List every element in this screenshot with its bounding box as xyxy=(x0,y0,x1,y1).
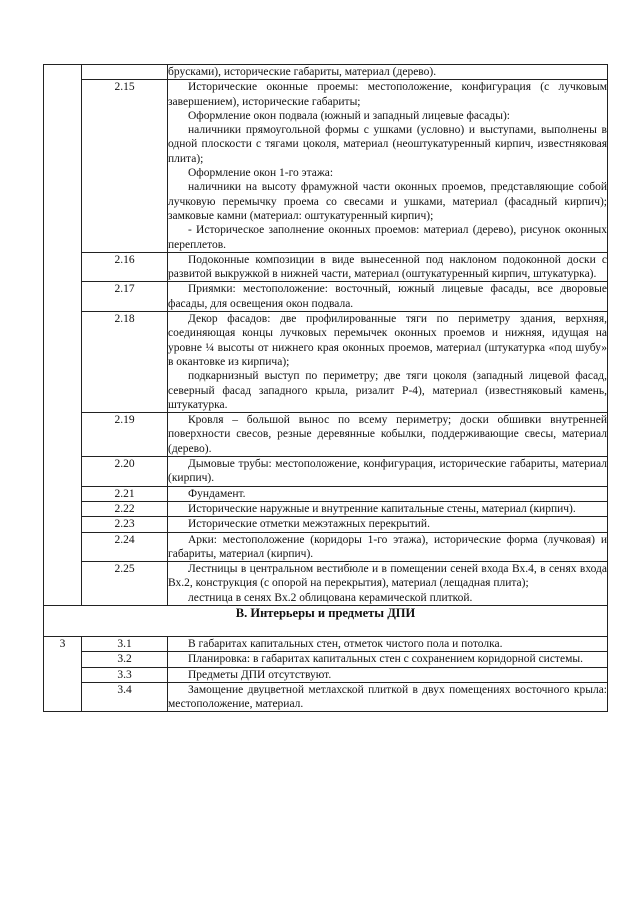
description-paragraph: Декор фасадов: две профилированные тяги по периметру здания, верхняя, соединяющая концы лучковых перемычек оконных проемов и нижняя, идущая на уровне ¼ высоты от нижнего края оконных проемов, материал (штукатурка «под шубу» в окантовке из кирпича); xyxy=(168,313,607,368)
table-row xyxy=(44,252,608,282)
description-paragraph: Кровля – большой вынос по всему периметру; доски обшивки внутренней поверхности свесов, резные деревянные кобылки, поддерживающие свесы, материал (дерево). xyxy=(168,414,607,455)
description-paragraph: подкарнизный выступ по периметру; две тяги цоколя (западный лицевой фасад, северный фасад западного крыла, ризалит Р-4), материал (известняковый камень, штукатурка. xyxy=(168,370,607,411)
description-paragraph: Предметы ДПИ отсутствуют. xyxy=(188,668,332,681)
item-number-cell: 2.22 xyxy=(82,501,168,516)
item-number-cell: 3.2 xyxy=(82,652,168,667)
item-description-cell xyxy=(168,562,608,606)
table-row xyxy=(44,80,608,253)
description-paragraph: Лестницы в центральном вестибюле и в помещении сеней входа Вх.4, в сенях входа Вх.2, конструкция (с опорой на перекрытия), материал (лещадная плита); xyxy=(168,563,607,590)
description-paragraph: В габаритах капитальных стен, отметок чистого пола и потолка. xyxy=(188,637,503,650)
item-number-cell: 2.23 xyxy=(82,517,168,532)
table-row xyxy=(44,636,608,651)
item-description-cell xyxy=(168,682,608,712)
item-description-cell xyxy=(168,282,608,312)
table-body-facade xyxy=(44,65,608,606)
description-paragraph: Оформление окон 1-го этажа: xyxy=(188,167,334,180)
section-title: В. Интерьеры и предметы ДПИ xyxy=(44,605,608,636)
group-number-cell: 3 xyxy=(44,636,82,711)
item-number-cell: 2.25 xyxy=(82,562,168,606)
table-section-header xyxy=(44,605,608,636)
item-number-cell: 3.3 xyxy=(82,667,168,682)
item-description-cell xyxy=(168,652,608,667)
item-number-cell: 2.15 xyxy=(82,80,168,253)
item-number-cell: 2.17 xyxy=(82,282,168,312)
description-paragraph: наличники прямоугольной формы с ушками (условно) и выступами, выполнены в одной плоскости с тягами цоколя, материал (неоштукатуренный кирпич, известняковая плита); xyxy=(168,124,607,165)
table-row xyxy=(44,652,608,667)
table-row xyxy=(44,517,608,532)
table-body-interiors xyxy=(44,636,608,711)
protection-items-table xyxy=(43,64,608,712)
item-number-cell: 2.19 xyxy=(82,413,168,457)
table-row xyxy=(44,486,608,501)
table-row xyxy=(44,562,608,606)
item-number-cell xyxy=(82,65,168,80)
item-number-cell: 2.21 xyxy=(82,486,168,501)
description-paragraph: Приямки: местоположение: восточный, южный лицевые фасады, все дворовые фасады, для освещения окон подвала. xyxy=(168,283,607,310)
description-paragraph: Фундамент. xyxy=(188,487,246,500)
description-paragraph: Оформление окон подвала (южный и западный лицевые фасады): xyxy=(188,109,510,122)
table-row xyxy=(44,312,608,413)
description-paragraph: Замощение двуцветной метлахской плиткой в двух помещениях восточного крыла: местоположение, материал. xyxy=(168,683,607,711)
group-number-cell xyxy=(44,65,82,606)
description-paragraph: наличники на высоту фрамужной части оконных проемов, представляющие собой лучковую перемычку проема со свесами и ушками, материал (фасадный кирпич); замковые камни (материал: оштукатуренный кирпич); xyxy=(168,181,607,222)
item-description-cell xyxy=(168,413,608,457)
item-description-cell xyxy=(168,486,608,501)
description-paragraph: Исторические отметки межэтажных перекрытий. xyxy=(188,518,430,531)
item-number-cell: 3.4 xyxy=(82,682,168,712)
item-number-cell: 2.20 xyxy=(82,457,168,487)
item-description-cell xyxy=(168,501,608,516)
item-number-cell: 2.16 xyxy=(82,252,168,282)
table-row xyxy=(44,532,608,562)
table-row xyxy=(44,501,608,516)
item-description-cell xyxy=(168,667,608,682)
table-row xyxy=(44,682,608,712)
item-number-cell: 3.1 xyxy=(82,636,168,651)
item-description-cell xyxy=(168,65,608,80)
item-number-cell: 2.24 xyxy=(82,532,168,562)
description-paragraph: - Историческое заполнение оконных проемов: материал (дерево), рисунок оконных переплетов. xyxy=(168,224,607,251)
table-row xyxy=(44,413,608,457)
item-number-cell: 2.18 xyxy=(82,312,168,413)
description-paragraph: брусками), исторические габариты, материал (дерево). xyxy=(168,66,437,78)
item-description-cell xyxy=(168,80,608,253)
description-paragraph: Исторические наружные и внутренние капитальные стены, материал (кирпич). xyxy=(188,502,576,515)
item-description-cell xyxy=(168,532,608,562)
table-row xyxy=(44,282,608,312)
description-paragraph: Арки: местоположение (коридоры 1-го этажа), исторические форма (лучковая) и габариты, материал (кирпич). xyxy=(168,533,607,560)
description-paragraph: Дымовые трубы: местоположение, конфигурация, исторические габариты, материал (кирпич). xyxy=(168,458,607,485)
description-paragraph: Подоконные композиции в виде вынесенной под наклоном подоконной доски с развитой выкружкой в нижней части, материал (оштукатуренный кирпич, штукатурка). xyxy=(168,253,607,281)
description-paragraph: Исторические оконные проемы: местоположение, конфигурация (с лучковым завершением), исторические габариты; xyxy=(168,81,607,108)
description-paragraph: Планировка: в габаритах капитальных стен с сохранением коридорной системы. xyxy=(188,653,583,666)
item-description-cell xyxy=(168,457,608,487)
description-paragraph: лестница в сенях Вх.2 облицована керамической плиткой. xyxy=(188,591,473,604)
table-row xyxy=(44,457,608,487)
item-description-cell xyxy=(168,517,608,532)
item-description-cell xyxy=(168,636,608,651)
item-description-cell xyxy=(168,252,608,282)
table-row xyxy=(44,667,608,682)
item-description-cell xyxy=(168,312,608,413)
table-row xyxy=(44,65,608,80)
